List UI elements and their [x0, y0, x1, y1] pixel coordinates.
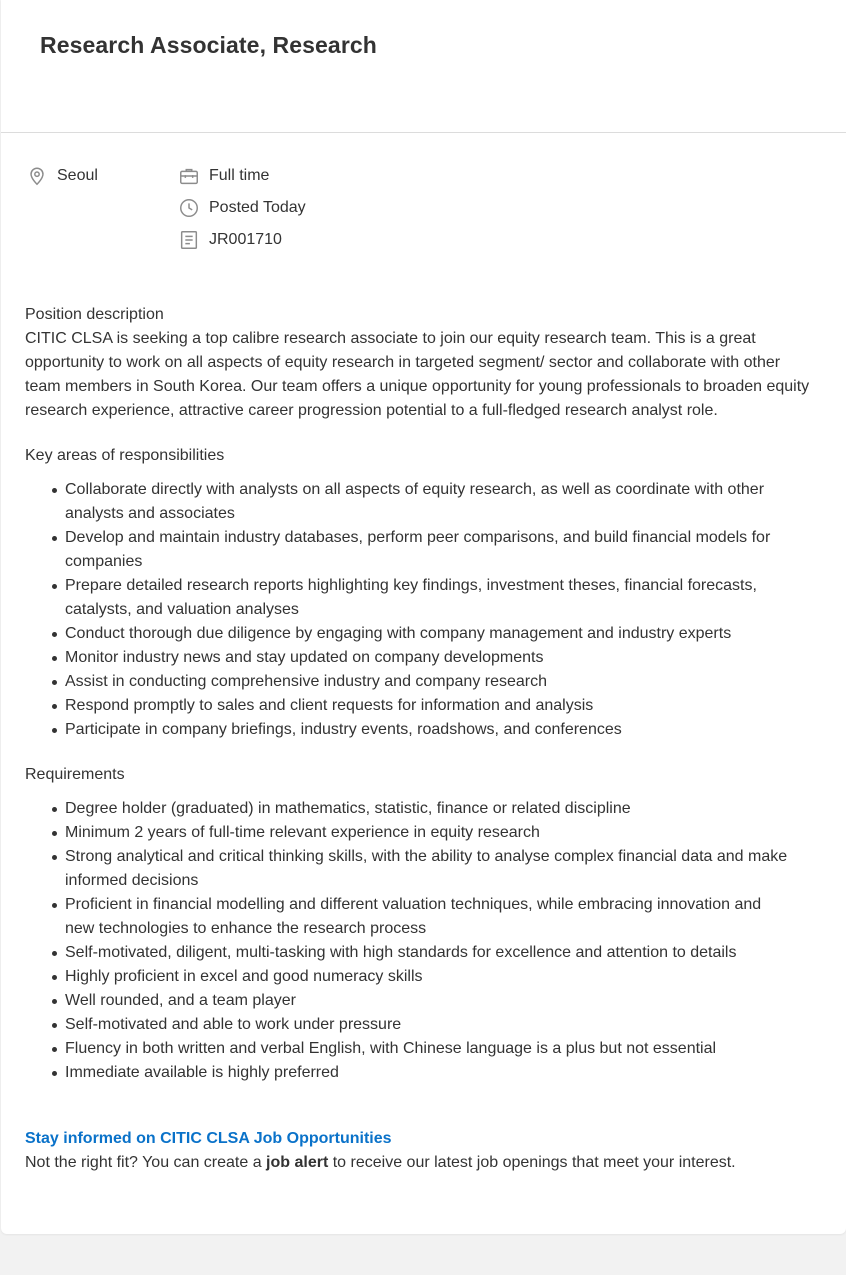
job-alert-prefix: Not the right fit? You can create a: [25, 1154, 267, 1171]
job-alert-suffix: to receive our latest job openings that meet your interest.: [328, 1154, 736, 1171]
job-alert-text: [25, 1151, 815, 1175]
job-posted: [177, 196, 306, 220]
list-item: Assist in conducting comprehensive industry and company research: [65, 670, 815, 694]
job-meta: [1, 164, 846, 264]
job-requisition: [177, 228, 282, 252]
requirements-heading: Requirements: [25, 766, 125, 783]
briefcase-icon: [177, 164, 201, 188]
job-requisition-label: JR001710: [209, 231, 282, 248]
responsibilities-heading: Key areas of responsibilities: [25, 447, 225, 464]
job-header: [1, 0, 846, 133]
document-icon: [177, 228, 201, 252]
position-description-text: CITIC CLSA is seeking a top calibre research associate to join our equity research team. This is a great opportunity to work on all aspects of equity research in targeted segment/ sector and collaborate with other team members in South Korea. Our team offers a unique opportunity for young professionals to broaden equity research experience, attractive career progression potential to a full-fledged research analyst role.: [25, 330, 810, 419]
list-item: Minimum 2 years of full-time relevant experience in equity research: [65, 821, 815, 845]
job-posting-card: [1, 0, 846, 1234]
list-item: Fluency in both written and verbal English, with Chinese language is a plus but not essential: [65, 1037, 815, 1061]
list-item: Degree holder (graduated) in mathematics, statistic, finance or related discipline: [65, 797, 815, 821]
job-employment-type-label: Full time: [209, 167, 270, 184]
responsibilities-list: [25, 478, 815, 742]
job-alert-keyword: job alert: [266, 1154, 329, 1171]
job-employment-type: [177, 164, 269, 188]
list-item: Collaborate directly with analysts on all aspects of equity research, as well as coordinate with other analysts and associates: [65, 478, 815, 526]
list-item: Strong analytical and critical thinking skills, with the ability to analyse complex financial data and make informed decisions: [65, 845, 815, 893]
stay-informed-link[interactable]: Stay informed on CITIC CLSA Job Opportunities: [25, 1130, 392, 1147]
job-description-body: [25, 303, 815, 1175]
job-location: [25, 164, 98, 188]
list-item: Participate in company briefings, industry events, roadshows, and conferences: [65, 718, 815, 742]
list-item: Develop and maintain industry databases, perform peer comparisons, and build financial models for companies: [65, 526, 815, 574]
location-pin-icon: [25, 164, 49, 188]
list-item: Prepare detailed research reports highlighting key findings, investment theses, financial forecasts, catalysts, and valuation analyses: [65, 574, 815, 622]
requirements-list: [25, 797, 815, 1085]
list-item: Well rounded, and a team player: [65, 989, 815, 1013]
list-item: Immediate available is highly preferred: [65, 1061, 815, 1085]
list-item: Self-motivated, diligent, multi-tasking with high standards for excellence and attention to details: [65, 941, 815, 965]
list-item: Highly proficient in excel and good numeracy skills: [65, 965, 815, 989]
list-item: Self-motivated and able to work under pressure: [65, 1013, 815, 1037]
position-description-heading: Position description: [25, 306, 164, 323]
job-location-label: Seoul: [57, 167, 98, 184]
job-posted-label: Posted Today: [209, 199, 306, 216]
list-item: Respond promptly to sales and client requests for information and analysis: [65, 694, 815, 718]
list-item: Conduct thorough due diligence by engaging with company management and industry experts: [65, 622, 815, 646]
job-title: Research Associate, Research: [40, 32, 377, 58]
clock-icon: [177, 196, 201, 220]
list-item: Proficient in financial modelling and different valuation techniques, while embracing innovation and new technologies to enhance the research process: [65, 893, 815, 941]
list-item: Monitor industry news and stay updated on company developments: [65, 646, 815, 670]
